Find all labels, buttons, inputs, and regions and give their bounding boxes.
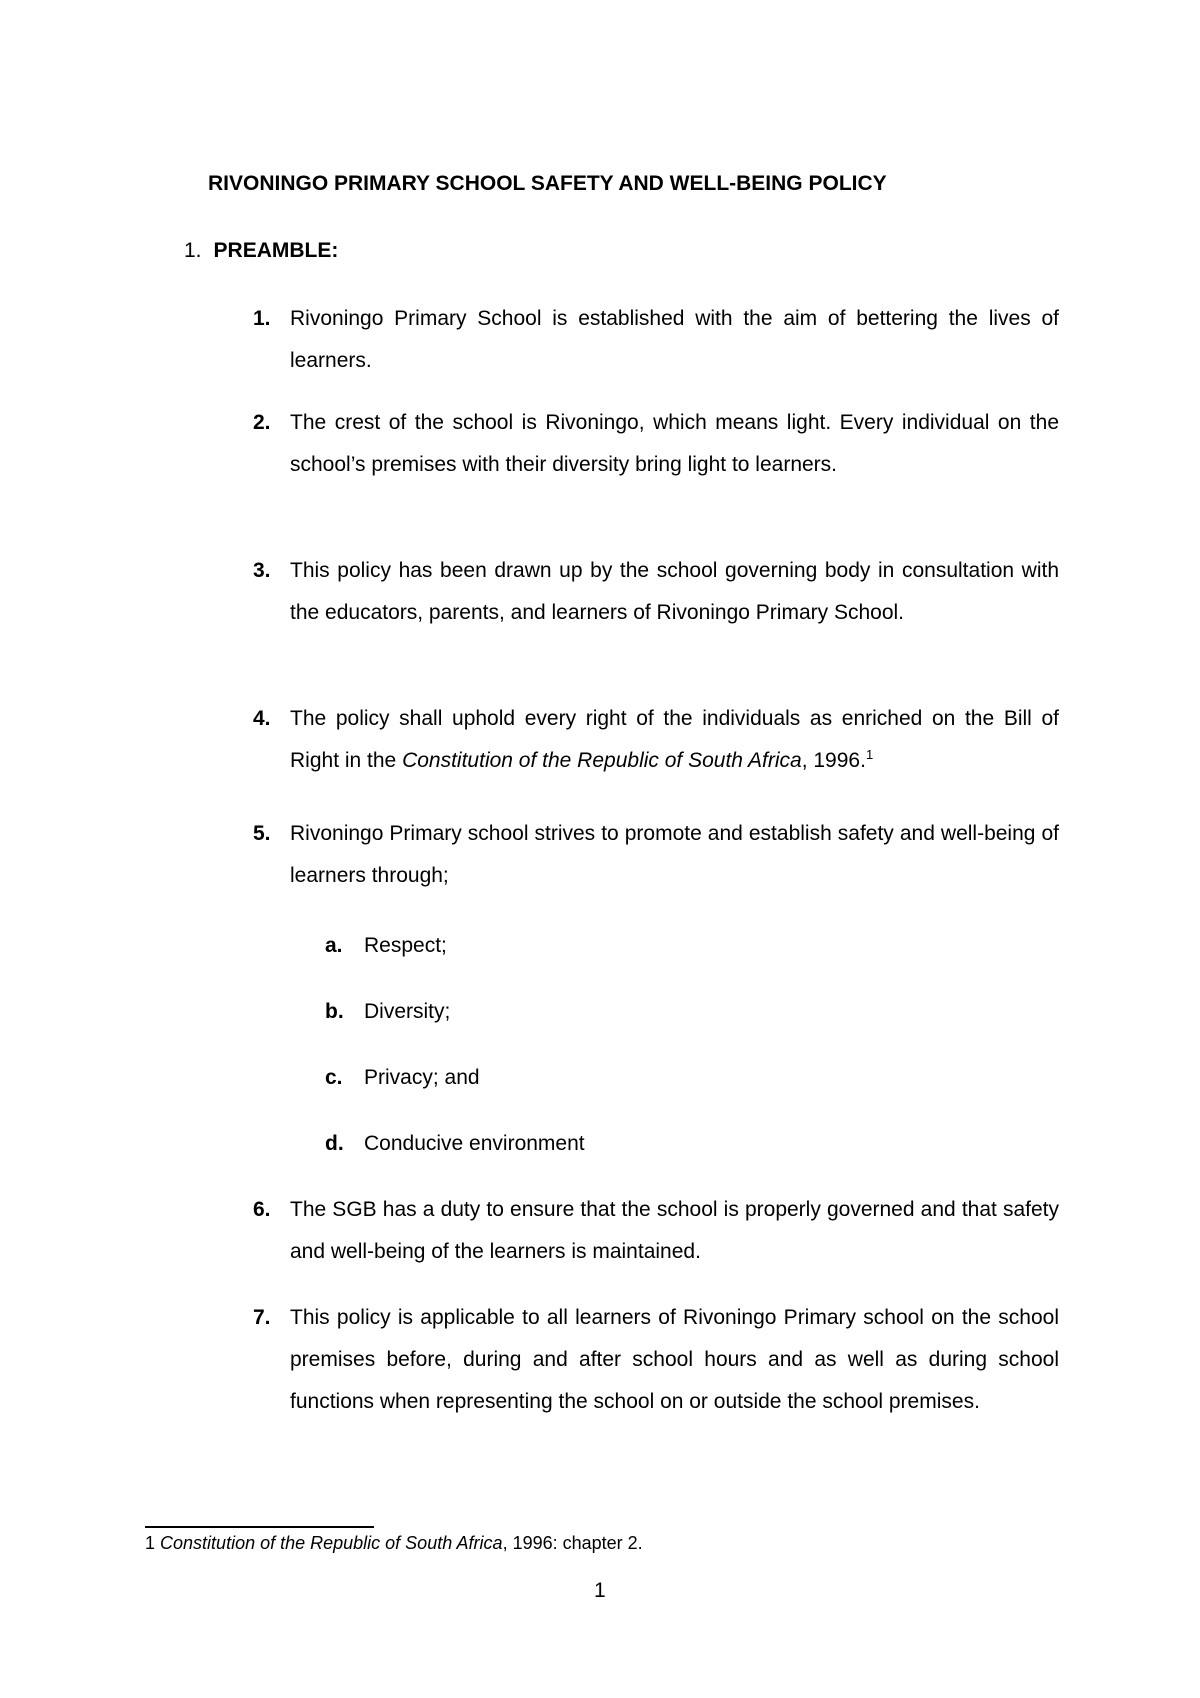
list-item-text: The crest of the school is Rivoningo, which means light. Every individual on the school’s premises with their diversity bring light to learners. — [290, 411, 1059, 476]
list-item-text: This policy has been drawn up by the school governing body in consultation with the educators, parents, and learners of Rivoningo Primary School. — [290, 559, 1059, 624]
section-heading — [184, 237, 338, 265]
sub-list-item-marker: c. — [325, 1066, 343, 1089]
list-item — [253, 298, 1059, 382]
list-item-text: This policy is applicable to all learners of Rivoningo Primary school on the school premises before, during and after school hours and as well as during school functions when representing the school on or outside the school premises. — [290, 1306, 1059, 1413]
footnote — [145, 1531, 643, 1555]
list-item-text-lead: The policy shall uphold every right of the individuals as enriched on the Bill of Right in the — [290, 707, 1059, 772]
list-item-marker: 4. — [253, 707, 271, 730]
list-item-marker: 1. — [253, 307, 271, 330]
list-item-text — [290, 698, 1059, 782]
sub-list-item-text: Diversity; — [364, 1000, 451, 1023]
sub-list-item-marker: b. — [325, 1000, 344, 1023]
list-item — [253, 1297, 1059, 1423]
list-item-text-tail: , 1996. — [801, 749, 866, 772]
sub-list-item-text: Privacy; and — [364, 1066, 480, 1089]
sub-list-item — [325, 1057, 480, 1099]
sub-list-item-text: Conducive environment — [364, 1132, 585, 1155]
footnote-separator — [145, 1526, 374, 1528]
footnote-text: , 1996: chapter 2. — [502, 1533, 643, 1553]
constitution-title: Constitution of the Republic of South Africa — [402, 749, 802, 772]
list-item-marker: 2. — [253, 411, 271, 434]
list-item-marker: 3. — [253, 559, 271, 582]
list-item-marker: 6. — [253, 1198, 271, 1221]
list-item — [253, 1189, 1059, 1273]
list-item — [253, 813, 1059, 897]
list-item — [253, 402, 1059, 486]
section-number: 1. — [184, 239, 202, 262]
footnote-reference[interactable]: 1 — [865, 747, 874, 762]
sub-list-item-marker: d. — [325, 1132, 344, 1155]
list-item — [253, 550, 1059, 634]
sub-list-item — [325, 991, 450, 1033]
document-title: RIVONINGO PRIMARY SCHOOL SAFETY AND WELL-BEING POLICY — [208, 172, 887, 195]
sub-list-item-marker: a. — [325, 934, 343, 957]
list-item-marker: 5. — [253, 822, 271, 845]
sub-list-item-text: Respect; — [364, 934, 447, 957]
page-number: 1 — [594, 1579, 606, 1602]
sub-list-item — [325, 1123, 585, 1165]
list-item — [253, 698, 1059, 782]
footnote-italic-title: Constitution of the Republic of South Africa — [160, 1533, 503, 1553]
sub-list-item — [325, 925, 447, 967]
list-item-text: Rivoningo Primary school strives to promote and establish safety and well-being of learners through; — [290, 822, 1059, 887]
footnote-number: 1 — [145, 1533, 156, 1553]
list-item-text: Rivoningo Primary School is established with the aim of bettering the lives of learners. — [290, 307, 1059, 372]
list-item-text: The SGB has a duty to ensure that the school is properly governed and that safety and well-being of the learners is maintained. — [290, 1198, 1059, 1263]
list-item-marker: 7. — [253, 1306, 271, 1329]
section-heading-label: PREAMBLE: — [213, 239, 339, 262]
